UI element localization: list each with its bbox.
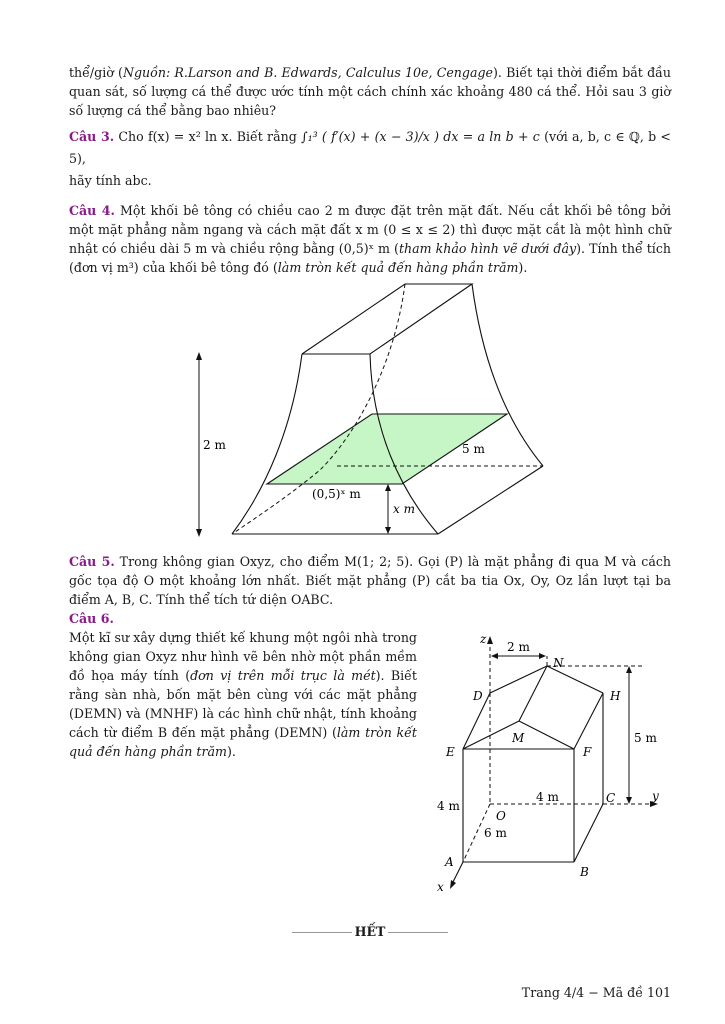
- end-marker: HẾT: [285, 924, 455, 939]
- length-2m: 2 m: [507, 640, 530, 654]
- question-4-label: Câu 4.: [69, 203, 115, 218]
- axis-z-label: z: [480, 632, 487, 646]
- point-C: C: [606, 791, 616, 805]
- length-label: 5 m: [462, 442, 485, 456]
- source-citation: Nguồn: R.Larson and B. Edwards, Calculus 10e, Cengage: [122, 65, 493, 80]
- length-4m-left: 4 m: [437, 799, 460, 813]
- question-3-label: Câu 3.: [69, 129, 115, 144]
- point-O: O: [496, 809, 506, 823]
- length-5m: 5 m: [634, 731, 657, 745]
- question-3-text-b: (với a, b, c ∈ ℚ, b < 5),: [69, 129, 671, 166]
- question-6-text: Một kĩ sư xây dựng thiết kế khung một ngôi nhà trong không gian Oxyz như hình vẽ bên nhờ một phần mềm đồ họa máy tính (đơn vị trên mỗi trục là mét). Biết rằng sàn nhà, bốn mặt bên cùng với các mặt phẳng (DEMN) và (MNHF) là các hình chữ nhật, tính khoảng cách từ điểm B đến mặt phẳng (DEMN) (làm tròn kết quả đến hàng phần trăm).: [69, 630, 417, 759]
- question-3-text-a: Cho f(x) = x² ln x. Biết rằng: [118, 129, 297, 144]
- concrete-block-figure: [0, 270, 725, 545]
- point-A: A: [445, 855, 454, 869]
- height-label: 2 m: [203, 438, 226, 452]
- length-6m: 6 m: [484, 826, 507, 840]
- width-label: (0,5)ˣ m: [312, 487, 361, 501]
- length-4m-floor: 4 m: [536, 790, 559, 804]
- axis-x-label: x: [437, 880, 444, 894]
- question-6-label: Câu 6.: [69, 611, 114, 626]
- point-D: D: [473, 689, 483, 703]
- question-3-integral: ∫₁³ ( f′(x) + (x − 3)/x ) dx = a ln b + c: [301, 129, 540, 144]
- point-H: H: [610, 689, 621, 703]
- question-5: Câu 5. Trong không gian Oxyz, cho điểm M(1; 2; 5). Gọi (P) là mặt phẳng đi qua M và cách gốc tọa độ O một khoảng lớn nhất. Biết mặt phẳng (P) cắt ba tia Ox, Oy, Oz lần lượt tại ba điểm A, B, C. Tính thể tích tứ diện OABC.: [69, 554, 671, 607]
- point-E: E: [446, 745, 455, 759]
- question-4: Câu 4. Một khối bê tông có chiều cao 2 m được đặt trên mặt đất. Nếu cắt khối bê tông bởi một mặt phẳng nằm ngang và cách mặt đất x m (0 ≤ x ≤ 2) thì được mặt cắt là một hình chữ nhật có chiều dài 5 m và chiều rộng bằng (0,5)ˣ m (tham khảo hình vẽ dưới đây). Tính thể tích (đơn vị m³) của khối bê tông đó (làm tròn kết quả đến hàng phần trăm).: [69, 203, 672, 275]
- question-3: [69, 126, 671, 192]
- point-F: F: [583, 745, 592, 759]
- point-B: B: [580, 865, 589, 879]
- question-5-label: Câu 5.: [69, 554, 115, 569]
- question-3-text-c: hãy tính abc.: [69, 173, 152, 188]
- x-height-label: x m: [393, 502, 415, 516]
- point-N: N: [553, 656, 564, 670]
- axis-y-label: y: [652, 789, 659, 803]
- point-M: M: [512, 731, 525, 745]
- house-frame-figure: [0, 625, 725, 895]
- intro-paragraph: thể/giờ (Nguồn: R.Larson and B. Edwards, Calculus 10e, Cengage). Biết tại thời điểm bắt đầu quan sát, số lượng cá thể được ước tính một cách chính xác khoảng 480 cá thể. Hỏi sau 3 giờ số lượng cá thể bằng bao nhiêu?: [69, 65, 671, 118]
- page-footer: Trang 4/4 − Mã đề 101: [521, 985, 671, 1000]
